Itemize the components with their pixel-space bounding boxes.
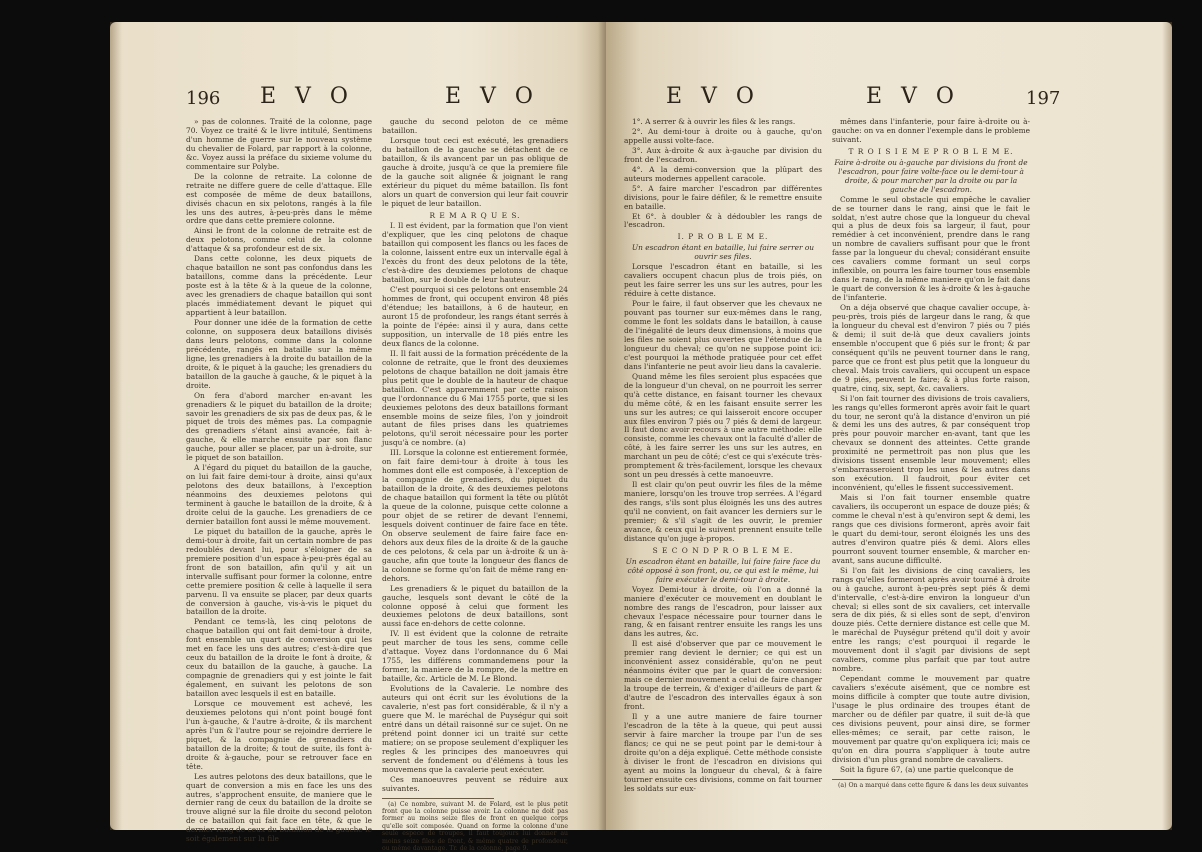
paragraph: Si l'on fait les divisions de cinq cavaliers, les rangs qu'elles formeront après avoir tourné à droite ou à gauche, auront à-peu-près sept piés & demi d'intervalle, c'est-à-dire environ la longueur d'un cheval; si elles sont de six cavaliers, cet intervalle sera de dix piés, & si elles sont de sept, d'environ douze piés. Cette derniere distance est celle que M. le maréchal de Puységur prétend qu'il doit y avoir entre les rangs; c'est pourquoi il regarde le mouvement dont il s'agit par divisions de sept cavaliers, comme plus parfait que par tout autre nombre. [832, 565, 1030, 674]
paragraph: Un escadron étant en bataille, lui faire faire face du côté opposé à son front, ou, ce qui est le même, lui faire exécuter le demi-tour à droite. [625, 556, 821, 584]
paragraph: Ainsi le front de la colonne de retraite est de deux pelotons, comme celui de la colonne d'attaque & sa profondeur est de six. [186, 226, 372, 254]
paragraph: mêmes dans l'infanterie, pour faire à-droite ou à-gauche: on va en donner l'exemple dans le probleme suivant. [832, 117, 1030, 144]
paragraph: Ces manoeuvres peuvent se réduire aux suivantes. [382, 774, 568, 793]
paragraph: I. Il est évident, par la formation que l'on vient d'expliquer, que les cinq pelotons de chaque bataillon qui composent les flancs ou les faces de la colonne, laissent entre eux un intervalle égal à l'excès du front des deux pelotons de la tête, c'est-à-dire des deuxiemes pelotons de chaque bataillon, sur le double de leur hauteur. [382, 221, 568, 285]
page-edge-shadow [110, 22, 122, 830]
paragraph: De la colonne de retraite. La colonne de retraite ne differe guere de celle d'attaque. Elle est composée de même de deux bataillons, divisés chacun en six pelotons, rangés à la file les uns des autres, à-peu-près dans le même ordre que dans cette premiere colonne. [186, 171, 372, 226]
paragraph: T R O I S I E M E P R O B L E M E. [848, 146, 1014, 156]
paragraph: Faire à-droite ou à-gauche par divisions du front de l'escadron, pour faire volte-face ou le demi-tour à droite, & pour marcher par la droite ou par la gauche de l'escadron. [834, 157, 1028, 194]
paragraph: 1°. A serrer & à ouvrir les files & les rangs. [632, 117, 796, 126]
paragraph: 4°. A la demi-conversion que la plûpart des auteurs modernes appellent caracole. [624, 164, 822, 183]
page-number-right: 197 [1026, 88, 1061, 109]
paragraph: gauche du second peloton de ce même bataillon. [382, 117, 568, 135]
paragraph: Il y a une autre maniere de faire tourner l'escadron de la tête à la queue, qui peut aussi servir à faire marcher la troupe par l'un de ses flancs; ce qui ne se peut point par le demi-tour à droite qu'on a déja expliqué. Cette méthode consiste à diviser le front de l'escadron en divisions qui ayent au moins la longueur du cheval, & à faire tourner ensuite ces divisions, comme on fait tourner les soldats sur eux- [624, 712, 822, 793]
paragraph: R E M A R Q U E S. [429, 210, 521, 220]
running-header-right-col2: E V O [866, 84, 960, 109]
paragraph: 5°. A faire marcher l'escadron par différentes divisions, pour le faire défiler, & le remettre ensuite en bataille. [624, 183, 822, 211]
page-number-left: 196 [186, 88, 221, 109]
paragraph: Pour donner une idée de la formation de cette colonne, on supposera deux bataillons divisés dans leurs pelotons, comme dans la colonne précédente, rangés en bataille sur la même ligne, les grenadiers à la droite du bataillon de la droite, & le piquet à la gauche; les grenadiers du bataillon de la gauche à gauche, & le piquet à la droite. [186, 317, 372, 390]
left-page-column-1 [186, 117, 372, 844]
paragraph: On fera d'abord marcher en-avant les grenadiers & le piquet du bataillon de la droite; savoir les grenadiers de six pas de deux pas, & le piquet de trois des mêmes pas. La compagnie des grenadiers s'étant ainsi avancée, fait à-gauche, & elle marche ensuite par son flanc gauche, pour aller se placer, par un à-droite, sur le piquet de son bataillon. [186, 390, 372, 463]
paragraph: » pas de colonnes. Traité de la colonne, page 70. Voyez ce traité & le livre intitulé, Sentimens d'un homme de guerre sur le nouveau système du chevalier de Folard, par rapport à la colonne, &c. Voyez aussi la préface du sixieme volume du commentaire sur Polybe. [186, 117, 372, 171]
paragraph: Evolutions de la Cavalerie. Le nombre des auteurs qui ont écrit sur les évolutions de la cavalerie, n'est pas fort considérable, & il n'y a guere que M. le maréchal de Puységur qui soit entré dans un détail raisonné sur ce sujet. On ne prétend point donner ici un traité sur cette matiere; on se propose seulement d'expliquer les regles & les principes des manoeuvres qui servent de fondement ou d'élémens à tous les mouvemens que la cavalerie peut exécuter. [382, 684, 568, 774]
paragraph: Comme le seul obstacle qui empêche le cavalier de se tourner dans le rang, ainsi que le fait le soldat, n'est autre chose que la longueur du cheval qui a plus de deux fois sa largeur, il faut, pour remédier à cet inconvénient, prendre dans le rang un nombre de cavaliers suffisant pour que le front fasse par la longueur du cheval; considérant ensuite ces cavaliers comme formant un seul corps inflexible, on pourra les faire tourner tous ensemble dans le rang, de la même maniere qu'on le fait dans le quart de conversion & les à-droite & les à-gauche de l'infanterie. [832, 194, 1030, 303]
running-header-left-col1: E V O [260, 84, 354, 109]
page-edge-shadow [1162, 22, 1172, 830]
left-page-column-2 [382, 117, 568, 852]
paragraph: 3°. Aux à-droite & aux à-gauche par division du front de l'escadron. [624, 145, 822, 164]
paragraph: Dans cette colonne, les deux piquets de chaque bataillon ne sont pas confondus dans les bataillons, comme dans la précédente. Leur poste est à la tête & à la queue de la colonne, avec les grenadiers de chaque bataillon qui sont placés immédiatement devant le piquet qui appartient à leur bataillon. [186, 254, 372, 318]
book-spread [14, 8, 1188, 852]
paragraph: Lorsque tout ceci est exécuté, les grenadiers du bataillon de la gauche se détachent de ce bataillon, & ils avancent par un pas oblique de gauche à droite, jusqu'à ce que la premiere file de la gauche soit alignée & joignant le rang extérieur du piquet du même bataillon. Ils font alors un quart de conversion qui leur fait couvrir le piquet de leur bataillon. [382, 135, 568, 208]
paragraph: Et 6°. à doubler & à dédoubler les rangs de l'escadron. [624, 211, 822, 230]
paragraph: Quand même les files seroient plus espacées que de la longueur d'un cheval, on ne pourroit les serrer qu'à cette distance, en faisant tourner les chevaux du même côté, & en les faisant ensuite serrer les uns sur les autres; ce qui laisseroit encore occuper aux files environ 7 piés ou 7 piés & demi de largeur. Il faut donc avoir recours à une autre méthode: elle consiste, comme les chevaux ont la faculté d'aller de côté, à les faire serrer les uns sur les autres, en marchant un peu de côté; c'est ce qui s'exécute très-promptement & très-facilement, lorsque les chevaux sont un peu dressés à cette manoeuvre. [624, 371, 822, 480]
paragraph: I. P R O B L E M E. [677, 232, 769, 242]
paragraph: C'est pourquoi si ces pelotons ont ensemble 24 hommes de front, qui occupent environ 48 piés d'étendue; les bataillons, à 6 de hauteur, en auront 15 de profondeur, les rangs étant serrés à la pointe de l'épée: ainsi il y aura, dans cette supposition, un intervalle de 18 piés entre les deux flancs de la colonne. [382, 285, 568, 348]
right-page-column-1 [624, 118, 822, 818]
footnote-rule [832, 779, 951, 780]
paragraph: Il est aisé d'observer que par ce mouvement le premier rang devient le dernier; ce qui est un inconvénient assez considérable, qu'on ne peut néanmoins éviter que par le quart de conversion: mais ce dernier mouvement a celui de faire changer la troupe de terrein, & d'exiger d'ailleurs de part & d'autre de l'escadron des intervalles égaux à son front. [624, 639, 822, 712]
paragraph: Le piquet du bataillon de la gauche, après le demi-tour à droite, fait un certain nombre de pas redoublés devant lui, pour s'éloigner de sa premiere position d'un espace à-peu-près égal au front de son bataillon, afin qu'il y ait un intervalle suffisant pour former la colonne, entre cette premiere position & celle à laquelle il sera parvenu. Il va ensuite se placer, par deux quarts de conversion à gauche, vis-à-vis le piquet du bataillon de la droite. [186, 526, 372, 617]
paragraph: Si l'on fait tourner des divisions de trois cavaliers, les rangs qu'elles formeront après avoir fait le quart du tour, ne seront qu'à la distance d'environ un pié & demi les uns des autres, & par conséquent trop près pour pouvoir marcher en-avant, tant que les chevaux se donnent des atteintes. Cette grande proximité ne permettroit pas non plus que les divisions tissent ensemble leur mouvement; elles s'embarrasseroient trop les unes & les autres dans son exécution. Il faudroit, pour éviter cet inconvénient, qu'elles le fissent successivement. [832, 393, 1030, 493]
left-page [110, 22, 606, 852]
paragraph: III. Lorsque la colonne est entierement formée, on fait faire demi-tour à droite à tous les hommes dont elle est composée, à l'exception de la compagnie de grenadiers, du piquet du bataillon de la droite, & des deuxiemes pelotons de chaque bataillon qui forment la tête ou plûtôt la queue de la colonne, puisque cette colonne a pour objet de se retirer de devant l'ennemi, lesquels doivent continuer de faire face en tête. On observe seulement de faire faire face en-dehors aux deux files de la droite & de la gauche de ces pelotons, & cela par un à-droite & un à-gauche, afin que toute la longueur des flancs de la colonne se forme qu'on fait de même rang en-dehors. [382, 448, 568, 583]
paragraph: IV. Il est évident que la colonne de retraite peut marcher de tous les sens, comme celle d'attaque. Voyez dans l'ordonnance du 6 Mai 1755, les différens commandemens pour la former, la maniere de la rompre, de la mettre en bataille, &c. Article de M. Le Blond. [382, 629, 568, 684]
running-header-left-col2: E V O [445, 84, 539, 109]
footnote-rule [382, 798, 494, 799]
paragraph: Pendant ce tems-là, les cinq pelotons de chaque bataillon qui ont fait demi-tour à droite, font ensemble un quart de conversion qui les met en face les uns des autres; c'est-à-dire que ceux du bataillon de la droite le font à droite, & ceux du bataillon de la gauche, à gauche. La compagnie de grenadiers qui y est jointe le fait également, en suivant les pelotons de son bataillon avec lesquels il est en bataille. [186, 617, 372, 699]
right-page [606, 22, 1172, 830]
paragraph: Les grenadiers & le piquet du bataillon de la gauche, lesquels sont devant le côté de la colonne opposé à celui que forment les deuxiemes pelotons de deux bataillons, sont aussi face en-dehors de cette colonne. [382, 583, 568, 629]
paragraph: Voyez Demi-tour à droite, où l'on a donné la maniere d'exécuter ce mouvement en doublant le nombre des rangs de l'escadron, pour laisser aux chevaux l'espace nécessaire pour tourner dans le rang, & en faisant rentrer ensuite les rangs les uns dans les autres, &c. [624, 584, 822, 639]
paragraph: Cependant comme le mouvement par quatre cavaliers s'exécute aisément, que ce nombre est moins difficile à compter que toute autre division, l'usage le plus ordinaire des troupes étant de marcher ou de défiler par quatre, il suit de-là que ces divisions peuvent, pour ainsi dire, se former elles-mêmes; ce serait, par cette raison, le mouvement par quatre qu'on expliquera ici; mais ce qu'on en dira pourra s'appliquer à toute autre division d'un plus grand nombre de cavaliers. [832, 674, 1030, 764]
paragraph: A l'égard du piquet du bataillon de la gauche, on lui fait faire demi-tour à droite, ainsi qu'aux pelotons des deux bataillons, à l'exception néanmoins des deuxiemes pelotons qui terminent à gauche le bataillon de la droite, & à droite celui de la gauche. Les grenadiers de ce dernier bataillon font aussi le même mouvement. [186, 463, 372, 526]
footnote: (a) On a marqué dans cette figure & dans les deux suivantes [838, 781, 1029, 789]
paragraph: Lorsque l'escadron étant en bataille, si les cavaliers occupent chacun plus de trois piés, on peut les faire serrer les uns sur les autres, pour les réduire à cette distance. [624, 262, 822, 299]
paragraph: Soit la figure 67, (a) une partie quelconque de [840, 764, 1014, 774]
footnote: (a) Ce nombre, suivant M. de Folard, est le plus petit front que la colonne puisse avoir. La colonne ne doit pas former au moins seize files de front en quelque corps qu'elle soit composée. Quand on forme la colonne d'une seule espece de troupes, il faut toûjours lui donner au moins seize files de front, & même quatre de profondeur, ou même davantage. Tr. de la colonne, page 9. [382, 800, 568, 852]
paragraph: Lorsque ce mouvement est achevé, les deuxiemes pelotons qui n'ont point bougé font l'un à-gauche, & l'autre à-droite, & ils marchent après l'un & l'autre pour se rejoindre derriere le piquet, & la compagnie de grenadiers du bataillon de la droite; & tout de suite, ils font à-droite & à-gauche, pour se retrouver face en tête. [186, 699, 372, 771]
paragraph: On a déja observé que chaque cavalier occupe, à-peu-près, trois piés de largeur dans le rang, & que la longueur du cheval est d'environ 7 piés ou 7 piés & demi; il suit de-là que deux cavaliers joints ensemble n'occupent que 6 piés sur le front; & par conséquent qu'ils ne peuvent tourner dans le rang, parce que ce front est plus petit que la longueur du cheval. Mais trois cavaliers, qui occupent un espace de 9 piés, peuvent le faire; & à plus forte raison, quatre, cinq, six, sept, &c. cavaliers. [832, 303, 1030, 393]
paragraph: S E C O N D P R O B L E M E. [652, 545, 794, 555]
paragraph: Les autres pelotons des deux bataillons, que le quart de conversion a mis en face les uns des autres, s'approchent ensuite, de maniere que le dernier rang de ceux du bataillon de la droite se trouve aligné sur la file droite du second peloton de ce bataillon qui fait face en tête, & que le dernier rang de ceux du bataillon de la gauche le soit également sur la file [186, 771, 372, 844]
paragraph: Il est clair qu'on peut ouvrir les files de la même maniere, lorsqu'on les trouve trop serrées. A l'égard des rangs, s'ils sont plus éloignés les uns des autres qu'il ne convient, on fait avancer les derniers sur le premier; & s'il s'agit de les ouvrir, le premier avance, & ceux qui le suivent prennent ensuite telle distance qu'on juge à-propos. [624, 480, 822, 543]
paragraph: Mais si l'on fait tourner ensemble quatre cavaliers, ils occuperont un espace de douze piés; & comme le cheval n'est à qu'environ sept & demi, les rangs que ces divisions formeront, après avoir fait le quart du demi-tour, seront éloignés les uns des autres d'environ quatre piés & demi. Alors elles pourront souvent tourner ensemble, & marcher en-avant, sans aucune difficulté. [832, 493, 1030, 565]
right-page-column-2 [832, 118, 1030, 818]
paragraph: 2°. Au demi-tour à droite ou à gauche, qu'on appelle aussi volte-face. [624, 126, 822, 145]
paragraph: Pour le faire, il faut observer que les chevaux ne pouvant pas tourner sur eux-mêmes dans le rang, comme le font les soldats dans le bataillon, à cause de l'inégalité de leurs deux dimensions, à moins que les files ne soient plus ouvertes que l'étendue de la longueur du cheval; ce qu'on ne suppose point ici: c'est pourquoi la méthode pratiquée pour cet effet dans l'infanterie ne peut avoir lieu dans la cavalerie. [624, 299, 822, 371]
paragraph: II. Il fait aussi de la formation précédente de la colonne de retraite, que le front des deuxiemes pelotons de chaque bataillon ne doit jamais être plus petit que le double de la hauteur de chaque bataillon. C'est apparemment par cette raison que l'ordonnance du 6 Mai 1755 porte, que si les deuxiemes pelotons des deux bataillons formant ensemble moins de seize files, l'on y joindroit autant de files prises dans les quatriemes pelotons, qu'il seroit nécessaire pour les porter jusqu'à ce nombre. (a) [382, 348, 568, 448]
running-header-right-col1: E V O [666, 84, 760, 109]
paragraph: Un escadron étant en bataille, lui faire serrer ou ouvrir ses files. [631, 243, 815, 262]
